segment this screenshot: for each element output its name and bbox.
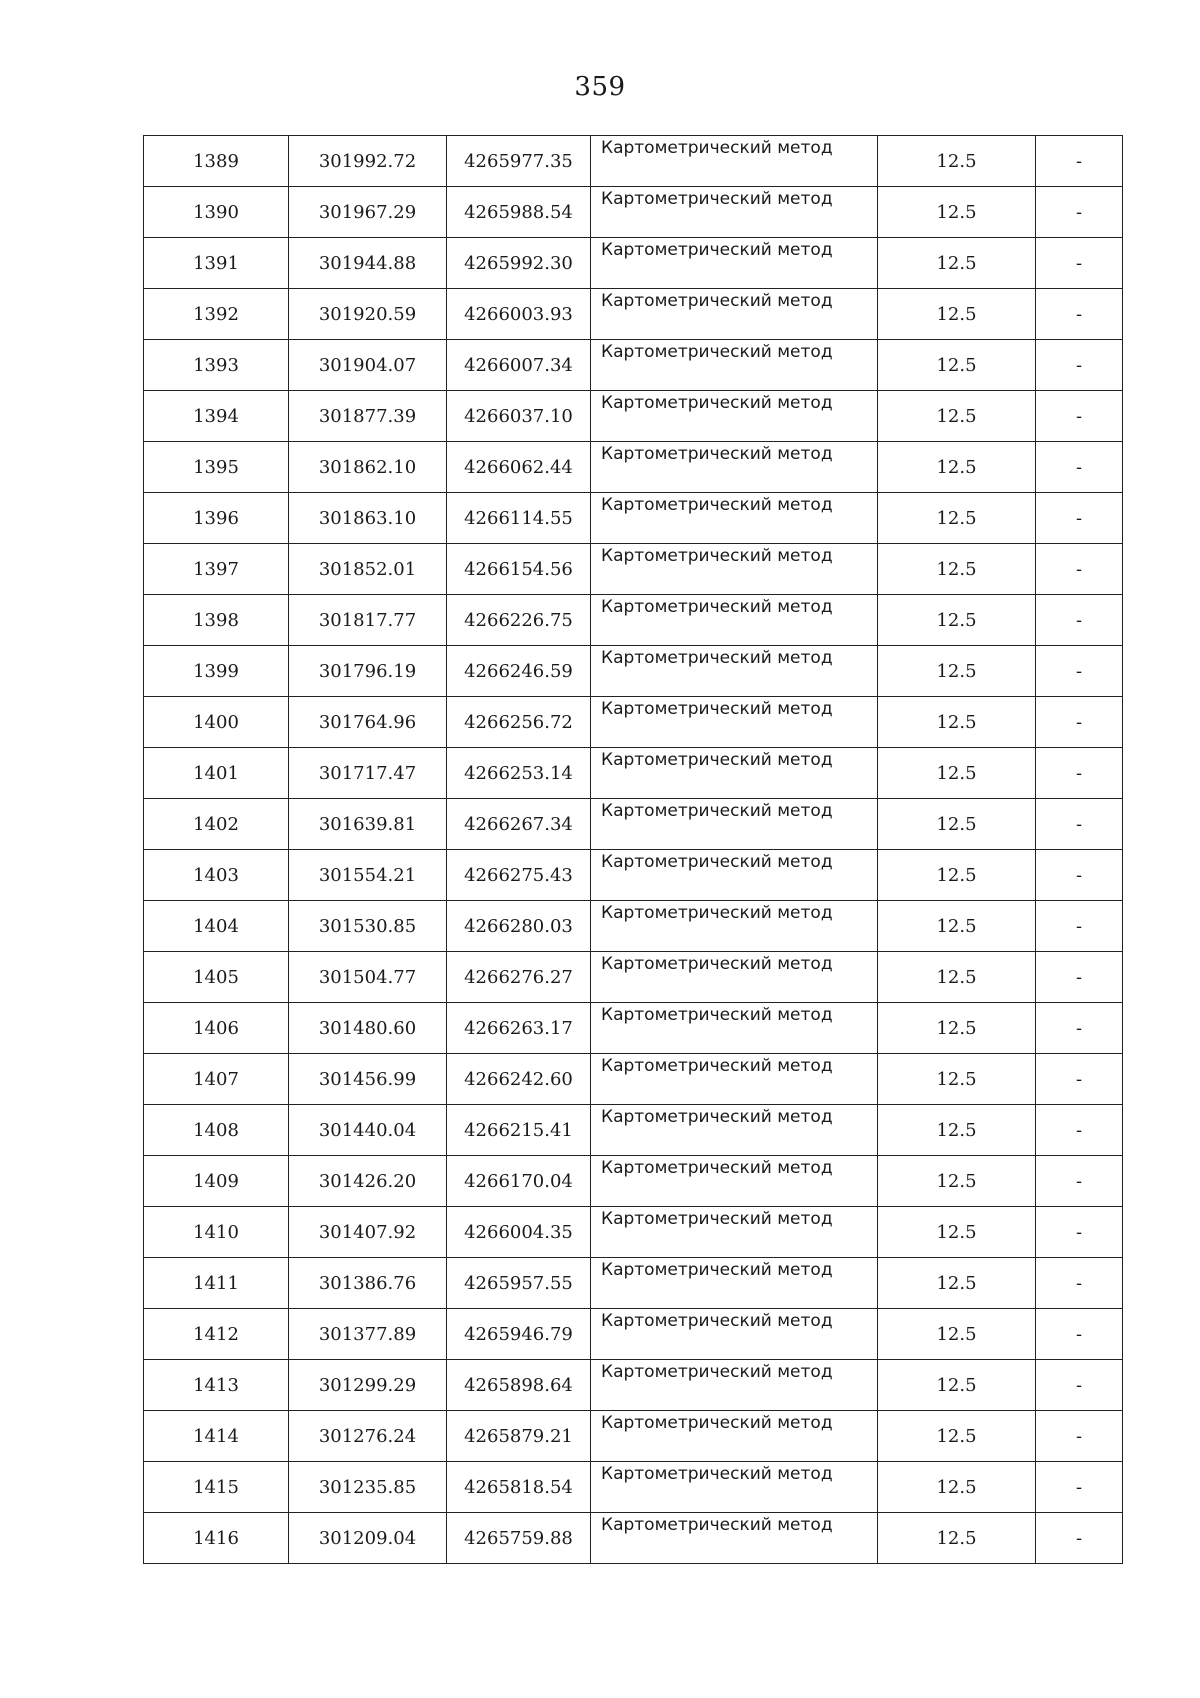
method-cell: Картометрический метод	[591, 442, 878, 493]
note-cell: -	[1036, 595, 1123, 646]
note-cell: -	[1036, 187, 1123, 238]
x-coordinate-cell: 301863.10	[289, 493, 447, 544]
table-row	[144, 1258, 1123, 1309]
method-cell: Картометрический метод	[591, 697, 878, 748]
accuracy-cell: 12.5	[878, 748, 1036, 799]
table-row	[144, 748, 1123, 799]
accuracy-cell: 12.5	[878, 799, 1036, 850]
point-number-cell: 1402	[144, 799, 289, 850]
method-cell: Картометрический метод	[591, 1411, 878, 1462]
y-coordinate-cell: 4266170.04	[447, 1156, 591, 1207]
method-cell: Картометрический метод	[591, 493, 878, 544]
point-number-cell: 1408	[144, 1105, 289, 1156]
table-row	[144, 1003, 1123, 1054]
y-coordinate-cell: 4265977.35	[447, 136, 591, 187]
point-number-cell: 1398	[144, 595, 289, 646]
y-coordinate-cell: 4265879.21	[447, 1411, 591, 1462]
x-coordinate-cell: 301764.96	[289, 697, 447, 748]
x-coordinate-cell: 301407.92	[289, 1207, 447, 1258]
accuracy-cell: 12.5	[878, 1411, 1036, 1462]
accuracy-cell: 12.5	[878, 136, 1036, 187]
table-row	[144, 238, 1123, 289]
note-cell: -	[1036, 136, 1123, 187]
point-number-cell: 1396	[144, 493, 289, 544]
method-cell: Картометрический метод	[591, 1258, 878, 1309]
point-number-cell: 1406	[144, 1003, 289, 1054]
note-cell: -	[1036, 1462, 1123, 1513]
x-coordinate-cell: 301796.19	[289, 646, 447, 697]
table-row	[144, 1309, 1123, 1360]
y-coordinate-cell: 4266215.41	[447, 1105, 591, 1156]
accuracy-cell: 12.5	[878, 442, 1036, 493]
method-cell: Картометрический метод	[591, 340, 878, 391]
point-number-cell: 1413	[144, 1360, 289, 1411]
table-row	[144, 544, 1123, 595]
x-coordinate-cell: 301992.72	[289, 136, 447, 187]
y-coordinate-cell: 4266256.72	[447, 697, 591, 748]
note-cell: -	[1036, 1054, 1123, 1105]
note-cell: -	[1036, 748, 1123, 799]
table-row	[144, 697, 1123, 748]
note-cell: -	[1036, 1156, 1123, 1207]
table-row	[144, 1207, 1123, 1258]
page-number: 359	[574, 72, 626, 102]
point-number-cell: 1416	[144, 1513, 289, 1564]
coordinates-table	[143, 135, 1123, 1564]
x-coordinate-cell: 301235.85	[289, 1462, 447, 1513]
y-coordinate-cell: 4265946.79	[447, 1309, 591, 1360]
point-number-cell: 1415	[144, 1462, 289, 1513]
accuracy-cell: 12.5	[878, 1513, 1036, 1564]
note-cell: -	[1036, 697, 1123, 748]
method-cell: Картометрический метод	[591, 1462, 878, 1513]
point-number-cell: 1395	[144, 442, 289, 493]
note-cell: -	[1036, 1513, 1123, 1564]
method-cell: Картометрический метод	[591, 952, 878, 1003]
x-coordinate-cell: 301554.21	[289, 850, 447, 901]
x-coordinate-cell: 301967.29	[289, 187, 447, 238]
x-coordinate-cell: 301377.89	[289, 1309, 447, 1360]
table-row	[144, 850, 1123, 901]
point-number-cell: 1389	[144, 136, 289, 187]
note-cell: -	[1036, 340, 1123, 391]
accuracy-cell: 12.5	[878, 1462, 1036, 1513]
x-coordinate-cell: 301639.81	[289, 799, 447, 850]
table-row	[144, 901, 1123, 952]
point-number-cell: 1410	[144, 1207, 289, 1258]
method-cell: Картометрический метод	[591, 799, 878, 850]
method-cell: Картометрический метод	[591, 1207, 878, 1258]
method-cell: Картометрический метод	[591, 391, 878, 442]
table-body	[144, 136, 1123, 1564]
method-cell: Картометрический метод	[591, 1360, 878, 1411]
note-cell: -	[1036, 799, 1123, 850]
table-row	[144, 1360, 1123, 1411]
method-cell: Картометрический метод	[591, 901, 878, 952]
method-cell: Картометрический метод	[591, 544, 878, 595]
accuracy-cell: 12.5	[878, 289, 1036, 340]
point-number-cell: 1399	[144, 646, 289, 697]
accuracy-cell: 12.5	[878, 187, 1036, 238]
y-coordinate-cell: 4265992.30	[447, 238, 591, 289]
x-coordinate-cell: 301386.76	[289, 1258, 447, 1309]
x-coordinate-cell: 301904.07	[289, 340, 447, 391]
point-number-cell: 1414	[144, 1411, 289, 1462]
accuracy-cell: 12.5	[878, 952, 1036, 1003]
note-cell: -	[1036, 442, 1123, 493]
point-number-cell: 1390	[144, 187, 289, 238]
note-cell: -	[1036, 901, 1123, 952]
point-number-cell: 1397	[144, 544, 289, 595]
accuracy-cell: 12.5	[878, 391, 1036, 442]
point-number-cell: 1407	[144, 1054, 289, 1105]
note-cell: -	[1036, 1207, 1123, 1258]
point-number-cell: 1403	[144, 850, 289, 901]
x-coordinate-cell: 301456.99	[289, 1054, 447, 1105]
accuracy-cell: 12.5	[878, 595, 1036, 646]
point-number-cell: 1400	[144, 697, 289, 748]
y-coordinate-cell: 4266007.34	[447, 340, 591, 391]
table-row	[144, 646, 1123, 697]
x-coordinate-cell: 301877.39	[289, 391, 447, 442]
method-cell: Картометрический метод	[591, 1105, 878, 1156]
table-row	[144, 1462, 1123, 1513]
table-row	[144, 1513, 1123, 1564]
y-coordinate-cell: 4266246.59	[447, 646, 591, 697]
y-coordinate-cell: 4266062.44	[447, 442, 591, 493]
note-cell: -	[1036, 1411, 1123, 1462]
y-coordinate-cell: 4266267.34	[447, 799, 591, 850]
x-coordinate-cell: 301817.77	[289, 595, 447, 646]
note-cell: -	[1036, 850, 1123, 901]
point-number-cell: 1411	[144, 1258, 289, 1309]
accuracy-cell: 12.5	[878, 340, 1036, 391]
accuracy-cell: 12.5	[878, 646, 1036, 697]
y-coordinate-cell: 4266275.43	[447, 850, 591, 901]
y-coordinate-cell: 4265818.54	[447, 1462, 591, 1513]
note-cell: -	[1036, 1309, 1123, 1360]
accuracy-cell: 12.5	[878, 1156, 1036, 1207]
table-row	[144, 952, 1123, 1003]
method-cell: Картометрический метод	[591, 646, 878, 697]
x-coordinate-cell: 301944.88	[289, 238, 447, 289]
x-coordinate-cell: 301920.59	[289, 289, 447, 340]
y-coordinate-cell: 4265898.64	[447, 1360, 591, 1411]
x-coordinate-cell: 301276.24	[289, 1411, 447, 1462]
table-row	[144, 442, 1123, 493]
table-row	[144, 1411, 1123, 1462]
note-cell: -	[1036, 1105, 1123, 1156]
y-coordinate-cell: 4266037.10	[447, 391, 591, 442]
table-row	[144, 493, 1123, 544]
method-cell: Картометрический метод	[591, 238, 878, 289]
point-number-cell: 1391	[144, 238, 289, 289]
note-cell: -	[1036, 289, 1123, 340]
method-cell: Картометрический метод	[591, 748, 878, 799]
x-coordinate-cell: 301480.60	[289, 1003, 447, 1054]
table-row	[144, 1054, 1123, 1105]
y-coordinate-cell: 4266003.93	[447, 289, 591, 340]
y-coordinate-cell: 4266280.03	[447, 901, 591, 952]
y-coordinate-cell: 4266242.60	[447, 1054, 591, 1105]
y-coordinate-cell: 4266004.35	[447, 1207, 591, 1258]
method-cell: Картометрический метод	[591, 850, 878, 901]
note-cell: -	[1036, 1258, 1123, 1309]
accuracy-cell: 12.5	[878, 238, 1036, 289]
x-coordinate-cell: 301862.10	[289, 442, 447, 493]
point-number-cell: 1401	[144, 748, 289, 799]
table-row	[144, 136, 1123, 187]
note-cell: -	[1036, 493, 1123, 544]
method-cell: Картометрический метод	[591, 136, 878, 187]
note-cell: -	[1036, 1360, 1123, 1411]
table-row	[144, 595, 1123, 646]
point-number-cell: 1409	[144, 1156, 289, 1207]
y-coordinate-cell: 4266253.14	[447, 748, 591, 799]
x-coordinate-cell: 301440.04	[289, 1105, 447, 1156]
y-coordinate-cell: 4266276.27	[447, 952, 591, 1003]
accuracy-cell: 12.5	[878, 493, 1036, 544]
method-cell: Картометрический метод	[591, 1156, 878, 1207]
y-coordinate-cell: 4265988.54	[447, 187, 591, 238]
table-row	[144, 1105, 1123, 1156]
method-cell: Картометрический метод	[591, 595, 878, 646]
x-coordinate-cell: 301426.20	[289, 1156, 447, 1207]
x-coordinate-cell: 301209.04	[289, 1513, 447, 1564]
accuracy-cell: 12.5	[878, 1309, 1036, 1360]
point-number-cell: 1404	[144, 901, 289, 952]
note-cell: -	[1036, 238, 1123, 289]
y-coordinate-cell: 4266114.55	[447, 493, 591, 544]
accuracy-cell: 12.5	[878, 901, 1036, 952]
point-number-cell: 1392	[144, 289, 289, 340]
point-number-cell: 1394	[144, 391, 289, 442]
accuracy-cell: 12.5	[878, 1360, 1036, 1411]
accuracy-cell: 12.5	[878, 544, 1036, 595]
table-row	[144, 1156, 1123, 1207]
method-cell: Картометрический метод	[591, 1054, 878, 1105]
table-row	[144, 391, 1123, 442]
method-cell: Картометрический метод	[591, 1309, 878, 1360]
note-cell: -	[1036, 952, 1123, 1003]
accuracy-cell: 12.5	[878, 1105, 1036, 1156]
x-coordinate-cell: 301530.85	[289, 901, 447, 952]
method-cell: Картометрический метод	[591, 289, 878, 340]
y-coordinate-cell: 4265759.88	[447, 1513, 591, 1564]
accuracy-cell: 12.5	[878, 1054, 1036, 1105]
accuracy-cell: 12.5	[878, 1207, 1036, 1258]
y-coordinate-cell: 4266226.75	[447, 595, 591, 646]
method-cell: Картометрический метод	[591, 187, 878, 238]
method-cell: Картометрический метод	[591, 1513, 878, 1564]
table-row	[144, 289, 1123, 340]
point-number-cell: 1412	[144, 1309, 289, 1360]
accuracy-cell: 12.5	[878, 1258, 1036, 1309]
y-coordinate-cell: 4265957.55	[447, 1258, 591, 1309]
point-number-cell: 1393	[144, 340, 289, 391]
table-row	[144, 799, 1123, 850]
y-coordinate-cell: 4266263.17	[447, 1003, 591, 1054]
method-cell: Картометрический метод	[591, 1003, 878, 1054]
x-coordinate-cell: 301717.47	[289, 748, 447, 799]
accuracy-cell: 12.5	[878, 850, 1036, 901]
x-coordinate-cell: 301504.77	[289, 952, 447, 1003]
y-coordinate-cell: 4266154.56	[447, 544, 591, 595]
accuracy-cell: 12.5	[878, 1003, 1036, 1054]
table-row	[144, 340, 1123, 391]
x-coordinate-cell: 301852.01	[289, 544, 447, 595]
note-cell: -	[1036, 391, 1123, 442]
point-number-cell: 1405	[144, 952, 289, 1003]
note-cell: -	[1036, 646, 1123, 697]
note-cell: -	[1036, 1003, 1123, 1054]
x-coordinate-cell: 301299.29	[289, 1360, 447, 1411]
accuracy-cell: 12.5	[878, 697, 1036, 748]
note-cell: -	[1036, 544, 1123, 595]
table-row	[144, 187, 1123, 238]
